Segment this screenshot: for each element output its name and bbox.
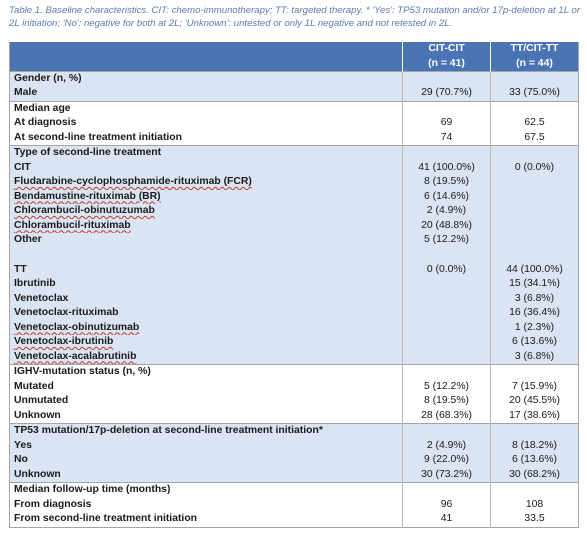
row-label: [10, 204, 403, 219]
row-label: CIT: [14, 161, 31, 173]
group-header-row: [10, 101, 579, 116]
value-cit-cit: [403, 277, 491, 292]
table-row: [10, 175, 579, 190]
value-tt-cit-tt: 17 (38.6%): [491, 409, 579, 424]
value-cit-cit: 6 (14.6%): [403, 190, 491, 205]
value-tt-cit-tt: [491, 233, 579, 248]
empty-cell: [491, 424, 579, 439]
table-row: [10, 394, 579, 409]
header-cit-cit-n: (n = 41): [403, 57, 491, 72]
value-tt-cit-tt: 30 (68.2%): [491, 468, 579, 483]
value-cit-cit: 41 (100.0%): [403, 161, 491, 176]
empty-cell: [491, 146, 579, 161]
row-label: At diagnosis: [14, 117, 77, 128]
row-label: From diagnosis: [14, 498, 92, 510]
group-header-row: [10, 71, 579, 86]
header-blank-cell: [10, 57, 403, 72]
empty-cell: [491, 71, 579, 86]
empty-cell: [403, 424, 491, 439]
value-tt-cit-tt: [491, 175, 579, 190]
value-cit-cit: [403, 292, 491, 307]
value-cit-cit: 8 (19.5%): [403, 394, 491, 409]
empty-cell: [403, 146, 491, 161]
value-cit-cit: [403, 335, 491, 350]
value-tt-cit-tt: 3 (6.8%): [491, 292, 579, 307]
table-row: [10, 190, 579, 205]
value-cit-cit: 41: [403, 512, 491, 527]
value-tt-cit-tt: 0 (0.0%): [491, 161, 579, 176]
row-label: At second-line treatment initiation: [14, 131, 182, 143]
value-tt-cit-tt: [491, 219, 579, 234]
empty-cell: [403, 71, 491, 86]
value-tt-cit-tt: [491, 248, 579, 263]
row-label-text: Bendamustine-rituximab (BR): [14, 190, 161, 202]
row-label: [10, 335, 403, 350]
table-row: [10, 350, 579, 365]
row-label: Ibrutinib: [14, 278, 56, 289]
row-label: Other: [14, 234, 42, 245]
value-tt-cit-tt: 62.5: [491, 116, 579, 131]
group-header-row: [10, 483, 579, 498]
group-title: Type of second-line treatment: [10, 146, 403, 161]
group-header-row: [10, 146, 579, 161]
value-tt-cit-tt: [491, 190, 579, 205]
value-cit-cit: 74: [403, 131, 491, 146]
table-header: [10, 42, 579, 71]
value-tt-cit-tt: 3 (6.8%): [491, 350, 579, 365]
row-label: Unmutated: [14, 395, 69, 406]
value-cit-cit: 96: [403, 498, 491, 513]
table-row: [10, 131, 579, 146]
table-caption: Table 1. Baseline characteristics. CIT: chemo-immunotherapy; TT: targeted therapy. * 'Yes': TP53 mutation and/or 17p-deletion at 1L or 2L initiation; 'No': negative for both at 2L; 'Unknown': untested or only 1L negative and not retested in 2L.: [9, 5, 581, 29]
group-title: Gender (n, %): [10, 71, 403, 86]
row-label: Male: [14, 87, 38, 98]
row-label: From second-line treatment initiation: [14, 513, 198, 524]
value-cit-cit: 28 (68.3%): [403, 409, 491, 424]
value-cit-cit: 20 (48.8%): [403, 219, 491, 234]
table-row: [10, 204, 579, 219]
row-label: [10, 321, 403, 336]
value-tt-cit-tt: 16 (36.4%): [491, 306, 579, 321]
table-row: [10, 321, 579, 336]
table-row: [10, 292, 579, 307]
table-row: [10, 161, 579, 176]
value-tt-cit-tt: 1 (2.3%): [491, 321, 579, 336]
row-label: [10, 350, 403, 365]
header-cit-cit: CIT-CIT: [403, 42, 491, 57]
value-tt-cit-tt: 8 (18.2%): [491, 439, 579, 454]
value-cit-cit: 5 (12.2%): [403, 380, 491, 395]
row-label: [10, 175, 403, 190]
table-row: [10, 86, 579, 101]
group-title: TP53 mutation/17p-deletion at second-line treatment initiation*: [10, 424, 403, 439]
value-tt-cit-tt: 67.5: [491, 131, 579, 146]
row-label: Mutated: [14, 380, 54, 392]
empty-cell: [491, 365, 579, 380]
table-row: [10, 380, 579, 395]
row-label: [10, 219, 403, 234]
value-cit-cit: 69: [403, 116, 491, 131]
row-label-text: Venetoclax-acalabrutinib: [14, 350, 137, 362]
baseline-characteristics-table: [9, 42, 579, 528]
table-body: [10, 71, 579, 527]
value-cit-cit: [403, 306, 491, 321]
value-cit-cit: 2 (4.9%): [403, 439, 491, 454]
table-row: [10, 116, 579, 131]
row-label: Yes: [14, 439, 32, 451]
value-tt-cit-tt: 6 (13.6%): [491, 335, 579, 350]
row-label: Venetoclax: [14, 292, 69, 304]
header-tt-cit-tt-n: (n = 44): [491, 57, 579, 72]
value-tt-cit-tt: 108: [491, 498, 579, 513]
group-header-row: [10, 365, 579, 380]
group-title: IGHV-mutation status (n, %): [10, 365, 403, 380]
table-row: [10, 439, 579, 454]
row-label-text: Venetoclax-ibrutinib: [14, 336, 114, 347]
empty-cell: [403, 483, 491, 498]
table-row: [10, 248, 579, 263]
row-label: Venetoclax-rituximab: [14, 307, 119, 318]
table-row: [10, 453, 579, 468]
value-tt-cit-tt: 6 (13.6%): [491, 453, 579, 468]
group-title: Median age: [10, 101, 403, 116]
group-header-row: [10, 424, 579, 439]
empty-cell: [403, 101, 491, 116]
row-label: Unknown: [14, 468, 61, 480]
row-label-text: Chlorambucil-obinutuzumab: [14, 205, 155, 216]
row-label-text: Fludarabine-cyclophosphamide-rituximab (FCR): [14, 176, 252, 187]
empty-cell: [491, 483, 579, 498]
table-row: [10, 233, 579, 248]
value-cit-cit: [403, 321, 491, 336]
table-row: [10, 277, 579, 292]
header-tt-cit-tt: TT/CIT-TT: [491, 42, 579, 57]
value-cit-cit: 2 (4.9%): [403, 204, 491, 219]
value-tt-cit-tt: 20 (45.5%): [491, 394, 579, 409]
value-cit-cit: [403, 350, 491, 365]
row-label-text: Venetoclax-obinutizumab: [14, 321, 140, 333]
row-label: No: [14, 454, 28, 465]
row-label: [10, 248, 403, 263]
row-label: TT: [14, 263, 27, 275]
group-title: Median follow-up time (months): [10, 483, 403, 498]
empty-cell: [403, 365, 491, 380]
header-blank-cell: [10, 42, 403, 57]
row-label: [10, 190, 403, 205]
value-tt-cit-tt: [491, 204, 579, 219]
value-tt-cit-tt: 7 (15.9%): [491, 380, 579, 395]
value-cit-cit: [403, 248, 491, 263]
table-row: [10, 219, 579, 234]
value-tt-cit-tt: 33.5: [491, 512, 579, 527]
table-row: [10, 512, 579, 527]
table-row: [10, 498, 579, 513]
value-cit-cit: 30 (73.2%): [403, 468, 491, 483]
value-cit-cit: 29 (70.7%): [403, 86, 491, 101]
value-cit-cit: 0 (0.0%): [403, 263, 491, 278]
table-row: [10, 409, 579, 424]
empty-cell: [491, 101, 579, 116]
table-row: [10, 468, 579, 483]
value-tt-cit-tt: 33 (75.0%): [491, 86, 579, 101]
row-label: Unknown: [14, 409, 61, 421]
value-cit-cit: 9 (22.0%): [403, 453, 491, 468]
table-row: [10, 263, 579, 278]
value-cit-cit: 5 (12.2%): [403, 233, 491, 248]
value-tt-cit-tt: 44 (100.0%): [491, 263, 579, 278]
row-label-text: Chlorambucil-rituximab: [14, 219, 131, 231]
value-cit-cit: 8 (19.5%): [403, 175, 491, 190]
table-row: [10, 335, 579, 350]
table-row: [10, 306, 579, 321]
value-tt-cit-tt: 15 (34.1%): [491, 277, 579, 292]
